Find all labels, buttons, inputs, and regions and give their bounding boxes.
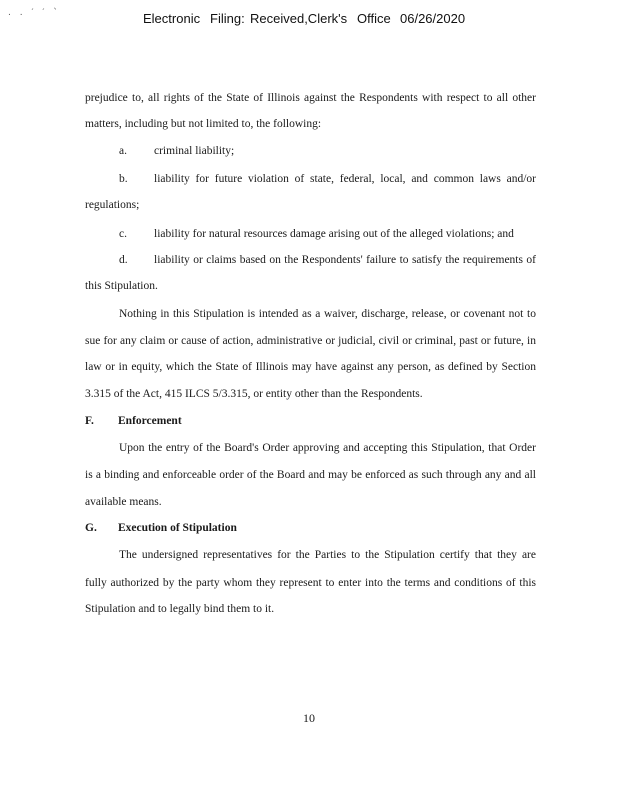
text-line: sue for any claim or cause of action, administrative or judicial, civil or criminal, past or future, in <box>85 335 536 347</box>
stamp-electronic: Electronic <box>143 11 201 26</box>
text-line: Nothing in this Stipulation is intended as a waiver, discharge, release, or covenant not to <box>119 308 536 320</box>
section-f-title: Enforcement <box>118 415 182 427</box>
list-item-label: c. <box>119 228 127 240</box>
text-line: is a binding and enforceable order of the Board and may be enforced as such through any and all <box>85 469 536 481</box>
text-line: available means. <box>85 496 162 508</box>
text-line: 3.315 of the Act, 415 ILCS 5/3.315, or entity other than the Respondents. <box>85 388 423 400</box>
list-item-text: criminal liability; <box>154 145 235 157</box>
text-line: Upon the entry of the Board's Order approving and accepting this Stipulation, that Order <box>119 442 536 454</box>
text-line: The undersigned representatives for the Parties to the Stipulation certify that they are <box>119 549 536 561</box>
stamp-office: Office <box>357 11 391 26</box>
text-line: fully authorized by the party whom they represent to enter into the terms and conditions of this <box>85 577 536 589</box>
list-item-text: liability for future violation of state, federal, local, and common laws and/or <box>154 173 536 185</box>
text-line: prejudice to, all rights of the State of Illinois against the Respondents with respect to all other <box>85 92 536 104</box>
list-item-text: liability for natural resources damage arising out of the alleged violations; and <box>154 228 514 240</box>
text-line: Stipulation and to legally bind them to it. <box>85 603 275 615</box>
section-g-letter: G. <box>85 522 97 534</box>
text-line: this Stipulation. <box>85 280 158 292</box>
list-item-label: b. <box>119 173 128 185</box>
list-item-label: d. <box>119 254 128 266</box>
text-line: regulations; <box>85 199 140 211</box>
section-g-title: Execution of Stipulation <box>118 522 237 534</box>
section-f-letter: F. <box>85 415 94 427</box>
stamp-received: Received,Clerk's <box>250 11 348 26</box>
scan-specks: . . ′ ′ ` <box>8 8 61 18</box>
list-item-label: a. <box>119 145 127 157</box>
text-line: matters, including but not limited to, the following: <box>85 118 322 130</box>
stamp-filing: Filing: <box>210 11 245 26</box>
page-number: 10 <box>303 711 315 725</box>
list-item-text: liability or claims based on the Respondents' failure to satisfy the requirements of <box>154 254 536 266</box>
stamp-date: 06/26/2020 <box>400 11 466 26</box>
text-line: law or in equity, which the State of Illinois may have against any person, as defined by Section <box>85 361 536 373</box>
